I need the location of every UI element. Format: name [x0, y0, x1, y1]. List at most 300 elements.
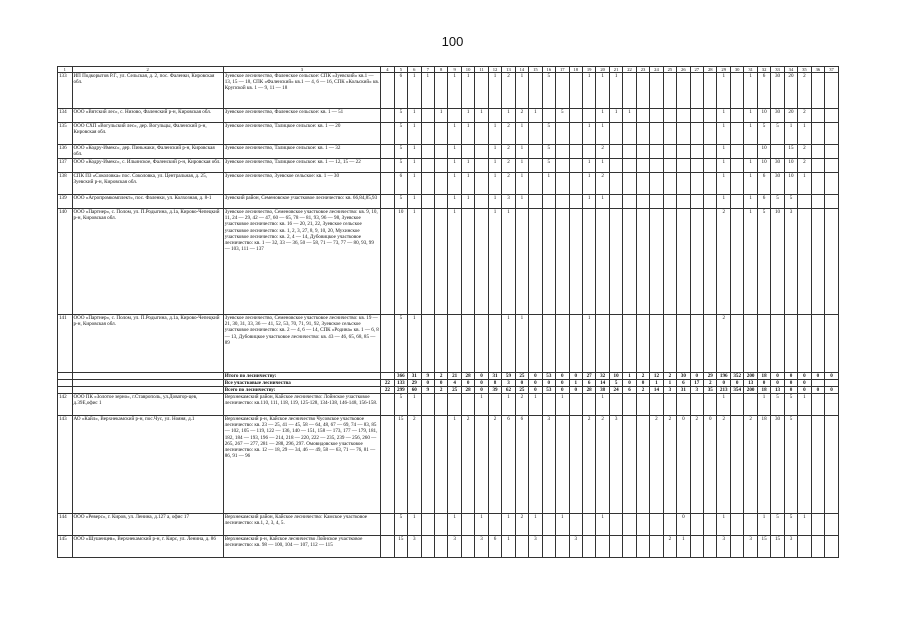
value-cell: 3 [744, 536, 757, 558]
forest-area-cell: Верхнекамский р-н, Кайское лесничество Лойнское участковое лесничество: кв. 98 — 100, 104 — 107, 112 — 115 [223, 536, 380, 558]
row-id-cell: 134 [58, 109, 73, 123]
value-cell: 1 [717, 159, 730, 173]
column-number-cell: 37 [825, 67, 839, 73]
value-cell [811, 145, 824, 159]
value-cell: 35 [704, 387, 717, 394]
value-cell: 2 [798, 73, 811, 109]
table-row [58, 315, 839, 373]
value-cell [825, 159, 839, 173]
column-number-cell: 9 [448, 67, 461, 73]
value-cell: 6 [394, 73, 407, 109]
value-cell [730, 416, 743, 514]
row-id-cell: 138 [58, 173, 73, 195]
value-cell: 1 [515, 315, 528, 373]
value-cell: 2 [717, 315, 730, 373]
forest-area-cell: Верхнекамский район, Кайское лесничество: Камское участковое лесничество: кв.1, 2, 3, 4, 5. [223, 514, 380, 536]
value-cell: 10 [609, 373, 622, 380]
value-cell: 1 [596, 109, 609, 123]
value-cell [623, 145, 636, 159]
column-number-cell: 16 [542, 67, 555, 73]
value-cell [461, 145, 474, 159]
value-cell: 2 [744, 416, 757, 514]
column-number-cell: 11 [475, 67, 488, 73]
total-label-cell: Все участковые лесничества [223, 380, 380, 387]
value-cell: 1 [596, 394, 609, 416]
value-cell: 6 [394, 173, 407, 195]
value-cell: 30 [771, 173, 784, 195]
column-number-cell: 15 [529, 67, 542, 73]
organization-cell: ООО «Кодру-Имекс», дер. Пиньжаки, Фаленский р-н, Кировская обл. [72, 145, 223, 159]
value-cell [542, 109, 555, 123]
value-cell: 1 [717, 109, 730, 123]
value-cell: 0 [542, 380, 555, 387]
value-cell [542, 514, 555, 536]
value-cell: 2 [717, 209, 730, 315]
value-cell: 1 [529, 514, 542, 536]
value-cell: 1 [515, 73, 528, 109]
value-cell [636, 536, 649, 558]
value-cell: 0 [623, 380, 636, 387]
value-cell: 0 [515, 380, 528, 387]
value-cell: 6 [502, 416, 515, 514]
column-number-cell: 14 [515, 67, 528, 73]
table-row [58, 123, 839, 145]
value-cell [475, 123, 488, 145]
value-cell [556, 536, 569, 558]
value-cell [448, 315, 461, 373]
value-cell [825, 209, 839, 315]
total-row [58, 373, 839, 380]
forest-area-cell: Зуевское лесничество, Фаленское сельское: СПК «Зуевский» кв.1 — 13, 15 — 18, СПК «Фаленский» кв.1 — 4, 6 — 16, СПК «Кольский» кв. Крупской кв. 1 — 9, 11 — 18 [223, 73, 380, 109]
value-cell: 12 [650, 373, 663, 380]
value-cell [421, 159, 434, 173]
value-cell: 2 [717, 416, 730, 514]
value-cell [811, 195, 824, 209]
value-cell: 133 [394, 380, 407, 387]
value-cell: 366 [394, 373, 407, 380]
value-cell [556, 416, 569, 514]
value-cell [529, 73, 542, 109]
organization-cell: ООО «Партнер», с. Полом, ул. П.Родыгина, д.1а, Кирово-Чепецкий р-н, Кировская обл. [72, 209, 223, 315]
value-cell [690, 536, 703, 558]
value-cell: 2 [798, 109, 811, 123]
value-cell: 0 [475, 373, 488, 380]
value-cell [461, 315, 474, 373]
value-cell [677, 145, 690, 159]
value-cell: 10 [757, 145, 770, 159]
value-cell: 1 [582, 73, 595, 109]
value-cell [690, 159, 703, 173]
value-cell: 29 [704, 373, 717, 380]
value-cell [448, 394, 461, 416]
value-cell [623, 73, 636, 109]
value-cell: 200 [744, 387, 757, 394]
value-cell: 14 [596, 380, 609, 387]
value-cell [556, 209, 569, 315]
value-cell [475, 73, 488, 109]
value-cell: 1 [421, 73, 434, 109]
value-cell: 1 [717, 145, 730, 159]
value-cell: 3 [448, 536, 461, 558]
value-cell [461, 394, 474, 416]
value-cell: 0 [798, 380, 811, 387]
value-cell [636, 173, 649, 195]
value-cell [690, 109, 703, 123]
value-cell: 1 [408, 514, 421, 536]
column-number-cell: 3 [223, 67, 380, 73]
value-cell [381, 195, 394, 209]
value-cell: 30 [771, 109, 784, 123]
value-cell: 0 [475, 387, 488, 394]
row-id-cell [58, 387, 73, 394]
value-cell: 39 [488, 387, 501, 394]
value-cell [461, 209, 474, 315]
value-cell [434, 159, 447, 173]
value-cell [811, 315, 824, 373]
organization-cell: АО «Кайл», Верхнекамский р-н, пос.Чус, ул. Нояня, д.1 [72, 416, 223, 514]
value-cell [663, 145, 676, 159]
value-cell [757, 315, 770, 373]
value-cell: 6 [757, 173, 770, 195]
value-cell [730, 159, 743, 173]
value-cell [825, 315, 839, 373]
value-cell [569, 209, 582, 315]
value-cell: 5 [757, 123, 770, 145]
value-cell: 1 [798, 173, 811, 195]
value-cell: 53 [542, 387, 555, 394]
value-cell: 0 [434, 380, 447, 387]
value-cell: 2 [488, 416, 501, 514]
value-cell: 1 [515, 173, 528, 195]
value-cell: 1 [488, 209, 501, 315]
value-cell: 1 [744, 73, 757, 109]
value-cell [582, 536, 595, 558]
value-cell: 0 [798, 373, 811, 380]
value-cell [488, 315, 501, 373]
value-cell: 1 [461, 173, 474, 195]
value-cell: 1 [515, 159, 528, 173]
value-cell: 1 [515, 145, 528, 159]
value-cell [704, 109, 717, 123]
value-cell [542, 195, 555, 209]
value-cell [623, 195, 636, 209]
value-cell: 3 [784, 209, 797, 315]
value-cell [434, 394, 447, 416]
column-number-cell: 34 [784, 67, 797, 73]
value-cell: 22 [381, 380, 394, 387]
value-cell [529, 173, 542, 195]
value-cell: 1 [475, 109, 488, 123]
value-cell [434, 145, 447, 159]
value-cell [488, 109, 501, 123]
value-cell [825, 394, 839, 416]
value-cell [663, 123, 676, 145]
value-cell [623, 159, 636, 173]
value-cell [582, 145, 595, 159]
value-cell: 1 [448, 123, 461, 145]
value-cell: 1 [744, 209, 757, 315]
organization-cell [72, 380, 223, 387]
value-cell: 2 [636, 373, 649, 380]
value-cell: 1 [596, 73, 609, 109]
forest-area-cell: Зуевское лесничество, Семеновское участковое лесничество: кв. 19 — 21, 30, 31, 33, 36 — 41, 52, 53, 70, 71, 91, 92, Зуевское сельское участковое лесничество: кв. 2 — 4, 6 — 14, СПК «Родина» кв. 1 — 6, 8 — 13, Дубовицкое участковое лесничество: кв. 43 — 46, 65, 68, 85 — 89 [223, 315, 380, 373]
value-cell: 0 [556, 387, 569, 394]
value-cell [421, 394, 434, 416]
value-cell: 2 [502, 173, 515, 195]
value-cell: 28 [461, 387, 474, 394]
value-cell: 1 [717, 514, 730, 536]
value-cell [744, 145, 757, 159]
organization-cell: ООО «Шушенцев», Верхнекамский р-н, г. Кирс, ул. Ленина, д. 86 [72, 536, 223, 558]
value-cell [475, 145, 488, 159]
value-cell: 1 [542, 173, 555, 195]
value-cell [381, 315, 394, 373]
value-cell: 20 [784, 73, 797, 109]
value-cell [811, 109, 824, 123]
value-cell [650, 514, 663, 536]
value-cell: 0 [704, 416, 717, 514]
value-cell: 1 [582, 195, 595, 209]
value-cell: 0 [461, 380, 474, 387]
value-cell: 0 [529, 373, 542, 380]
value-cell: 22 [381, 387, 394, 394]
value-cell [636, 159, 649, 173]
column-number-cell: 35 [798, 67, 811, 73]
value-cell [582, 514, 595, 536]
value-cell: 1 [408, 209, 421, 315]
value-cell [596, 209, 609, 315]
value-cell: 1 [488, 173, 501, 195]
value-cell: 15 [771, 536, 784, 558]
value-cell [825, 173, 839, 195]
value-cell [730, 536, 743, 558]
value-cell [434, 73, 447, 109]
column-number-cell: 5 [394, 67, 407, 73]
value-cell [529, 315, 542, 373]
value-cell: 5 [542, 123, 555, 145]
column-number-cell: 2 [72, 67, 223, 73]
value-cell [798, 536, 811, 558]
value-cell [609, 209, 622, 315]
value-cell: 1 [623, 109, 636, 123]
value-cell [596, 536, 609, 558]
value-cell [704, 123, 717, 145]
value-cell: 1 [798, 394, 811, 416]
value-cell: 0 [556, 380, 569, 387]
value-cell [704, 209, 717, 315]
value-cell: 0 [690, 373, 703, 380]
value-cell: 1 [623, 373, 636, 380]
value-cell [623, 416, 636, 514]
value-cell [623, 315, 636, 373]
value-cell: 1 [744, 173, 757, 195]
value-cell: 2 [434, 387, 447, 394]
forest-area-cell: Верхнекамский район, Кайское лесничество: Лойнское участковое лесничество: кв.110, 111, 118, 119, 125-128, 134-138, 146-148, 156-158. [223, 394, 380, 416]
total-label-cell: Итого по лесничеству: [223, 373, 380, 380]
value-cell: 1 [798, 123, 811, 145]
column-number-cell: 12 [488, 67, 501, 73]
row-id-cell: 145 [58, 536, 73, 558]
value-cell: 352 [730, 373, 743, 380]
value-cell: 25 [448, 387, 461, 394]
value-cell [704, 315, 717, 373]
value-cell [663, 315, 676, 373]
value-cell [825, 380, 839, 387]
value-cell: 60 [408, 387, 421, 394]
value-cell [623, 123, 636, 145]
value-cell [475, 159, 488, 173]
value-cell: 0 [757, 380, 770, 387]
value-cell [704, 195, 717, 209]
value-cell: 2 [408, 416, 421, 514]
column-number-cell: 10 [461, 67, 474, 73]
value-cell [515, 536, 528, 558]
value-cell: 1 [798, 514, 811, 536]
value-cell [825, 416, 839, 514]
forest-area-cell: Зуевское лесничество, Фаленское сельское: кв. 1 — 51 [223, 109, 380, 123]
value-cell [636, 195, 649, 209]
value-cell: 1 [408, 173, 421, 195]
value-cell [421, 145, 434, 159]
value-cell [663, 159, 676, 173]
organization-cell: ООО «Вятский лес», с. Низово, Фаленский р-н, Кировская обл. [72, 109, 223, 123]
organization-cell: ИП Подкорытов Р.Г., ул. Сельская, д. 2, пос. Фаленки, Кировская обл. [72, 73, 223, 109]
value-cell [623, 209, 636, 315]
row-id-cell: 141 [58, 315, 73, 373]
value-cell: 299 [394, 387, 407, 394]
value-cell [569, 109, 582, 123]
value-cell [609, 159, 622, 173]
value-cell: 5 [609, 380, 622, 387]
value-cell [677, 123, 690, 145]
column-number-cell: 33 [771, 67, 784, 73]
value-cell: 1 [717, 73, 730, 109]
value-cell: 1 [461, 195, 474, 209]
value-cell: 10 [784, 159, 797, 173]
value-cell [609, 315, 622, 373]
value-cell [798, 195, 811, 209]
value-cell [609, 173, 622, 195]
forest-area-cell: Зуевское лесничество, Зуевское сельское: кв. 1 — 30 [223, 173, 380, 195]
value-cell: 0 [475, 380, 488, 387]
value-cell [381, 145, 394, 159]
value-cell: 1 [461, 159, 474, 173]
value-cell: 3 [529, 536, 542, 558]
value-cell: 2 [663, 416, 676, 514]
value-cell: 1 [650, 380, 663, 387]
value-cell: 2 [515, 109, 528, 123]
value-cell [434, 195, 447, 209]
value-cell: 1 [488, 73, 501, 109]
column-number-cell: 13 [502, 67, 515, 73]
value-cell: 30 [771, 73, 784, 109]
value-cell [475, 195, 488, 209]
row-id-cell: 143 [58, 416, 73, 514]
value-cell [623, 394, 636, 416]
value-cell: 1 [475, 514, 488, 536]
value-cell: 2 [704, 380, 717, 387]
value-cell: 2 [650, 416, 663, 514]
value-cell: 4 [448, 380, 461, 387]
table-row [58, 195, 839, 209]
table-row [58, 394, 839, 416]
value-cell: 5 [394, 123, 407, 145]
value-cell: 3 [408, 536, 421, 558]
value-cell: 10 [757, 159, 770, 173]
value-cell: 1 [408, 145, 421, 159]
value-cell [596, 315, 609, 373]
organization-cell: СПК ПЗ «Соколовка» пос. Соколовка, ул. Центральная, д. 25, Зуевский р-н, Кировская обл. [72, 173, 223, 195]
value-cell [798, 315, 811, 373]
value-cell [811, 380, 824, 387]
value-cell: 5 [394, 315, 407, 373]
value-cell [811, 394, 824, 416]
value-cell [730, 514, 743, 536]
value-cell [650, 209, 663, 315]
value-cell [690, 394, 703, 416]
table-row [58, 159, 839, 173]
column-number-cell: 29 [717, 67, 730, 73]
value-cell: 6 [515, 416, 528, 514]
value-cell: 1 [717, 173, 730, 195]
value-cell: 1 [582, 159, 595, 173]
value-cell: 1 [502, 315, 515, 373]
value-cell [825, 195, 839, 209]
value-cell [381, 416, 394, 514]
value-cell: 27 [582, 373, 595, 380]
value-cell [609, 123, 622, 145]
value-cell [650, 315, 663, 373]
value-cell: 0 [771, 373, 784, 380]
value-cell: 5 [542, 145, 555, 159]
value-cell [690, 173, 703, 195]
value-cell [475, 209, 488, 315]
value-cell [556, 159, 569, 173]
value-cell [529, 209, 542, 315]
value-cell: 1 [408, 123, 421, 145]
value-cell: 24 [609, 387, 622, 394]
value-cell: 30 [771, 159, 784, 173]
column-number-cell: 27 [690, 67, 703, 73]
value-cell [690, 195, 703, 209]
value-cell: 0 [556, 373, 569, 380]
value-cell [650, 123, 663, 145]
value-cell [556, 73, 569, 109]
value-cell: 1 [448, 514, 461, 536]
value-cell: 5 [784, 416, 797, 514]
value-cell: 2 [663, 536, 676, 558]
value-cell: 1 [502, 109, 515, 123]
value-cell: 2 [434, 373, 447, 380]
value-cell: 200 [744, 373, 757, 380]
value-cell [811, 209, 824, 315]
value-cell [825, 536, 839, 558]
value-cell [663, 514, 676, 536]
value-cell: 1 [408, 315, 421, 373]
value-cell: 25 [515, 373, 528, 380]
column-number-cell: 32 [757, 67, 770, 73]
value-cell: 1 [663, 380, 676, 387]
forest-area-cell: Зуевское лесничество, Талицкое сельское: кв. 1 — 20 [223, 123, 380, 145]
value-cell: 213 [717, 387, 730, 394]
value-cell: 0 [677, 514, 690, 536]
column-number-cell: 17 [556, 67, 569, 73]
value-cell [704, 173, 717, 195]
column-number-cell: 1 [58, 67, 73, 73]
value-cell: 2 [502, 73, 515, 109]
column-number-cell: 20 [596, 67, 609, 73]
value-cell: 28 [582, 387, 595, 394]
